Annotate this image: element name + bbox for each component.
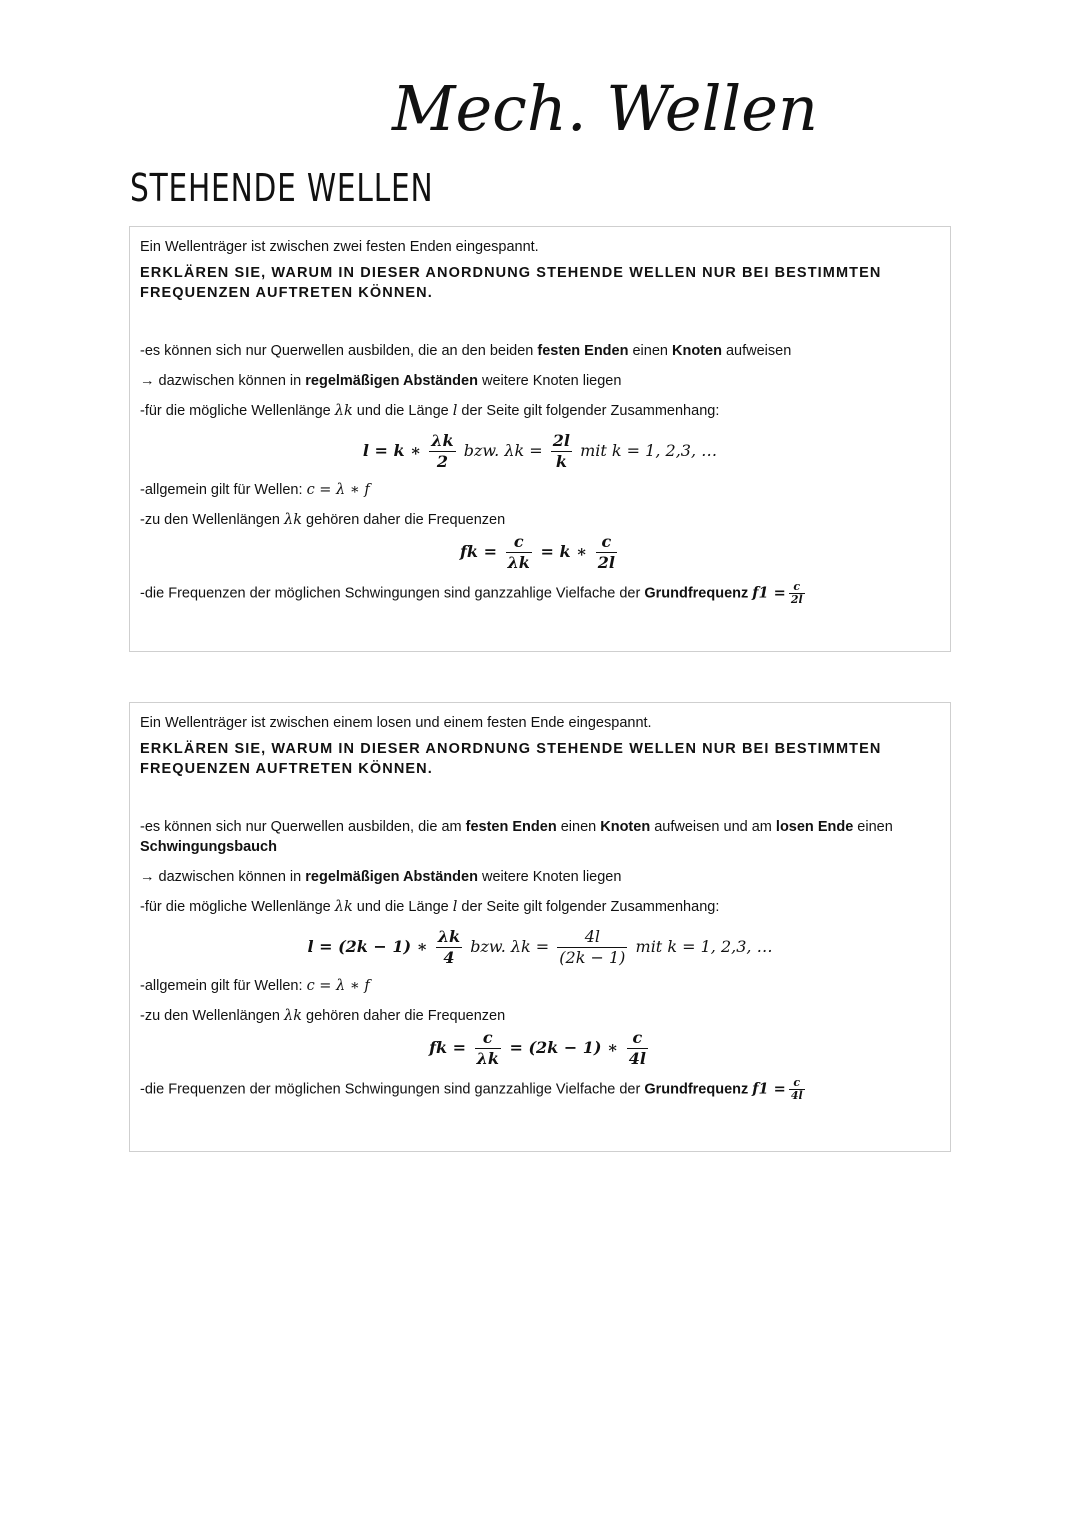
title-script-text: Mech. Wellen	[392, 72, 818, 145]
answer-line-1: -es können sich nur Querwellen ausbilden, die an den beiden festen Enden einen Knoten aufweisen	[140, 343, 792, 359]
task-question: ERKLÄREN SIE, WARUM IN DIESER ANORDNUNG STEHENDE WELLEN NUR BEI BESTIMMTEN FREQUENZEN AUFTRETEN KÖNNEN.	[140, 741, 882, 777]
section-title: STEHENDE WELLEN	[130, 166, 434, 210]
task-box-loose-fixed-end	[129, 702, 951, 1152]
answer-line-3: -für die mögliche Wellenlänge λk und die Länge l der Seite gilt folgender Zusammenhang:	[140, 403, 720, 419]
formula-length: l = (2k − 1) ∗ $\frac{\lambda k}{4}$ bzw. λk = $\frac{4l}{(2k - 1)}$ mit k = 1, 2,3, …	[307, 927, 773, 967]
task-intro: Ein Wellenträger ist zwischen zwei festen Enden eingespannt.	[140, 239, 539, 255]
formula-frequency: fk = $\frac{c}{\lambda k}$ = (2k − 1) ∗ $\frac{c}{4l}$	[429, 1028, 646, 1068]
answer-line-4: -allgemein gilt für Wellen: c = λ ∗ f	[140, 482, 370, 498]
arrow-icon: →	[140, 373, 155, 389]
answer-line-6: -die Frequenzen der möglichen Schwingungen sind ganzzahlige Vielfache der Grundfrequenz f1 = $\frac{c}{4l}$	[140, 1076, 803, 1102]
arrow-icon: →	[140, 869, 155, 885]
answer-line-2: → dazwischen können in regelmäßigen Abständen weitere Knoten liegen	[140, 373, 622, 389]
formula-length: l = k ∗ $\frac{\lambda k}{2}$ bzw. λk = $\frac{2l}{k}$ mit k = 1, 2,3, …	[362, 431, 718, 471]
answer-line-5: -zu den Wellenlängen λk gehören daher die Frequenzen	[140, 512, 506, 528]
task-box-fixed-ends	[129, 226, 951, 652]
answer-line-3: -für die mögliche Wellenlänge λk und die Länge l der Seite gilt folgender Zusammenhang:	[140, 899, 720, 915]
answer-line-2: → dazwischen können in regelmäßigen Abständen weitere Knoten liegen	[140, 869, 622, 885]
task-question: ERKLÄREN SIE, WARUM IN DIESER ANORDNUNG STEHENDE WELLEN NUR BEI BESTIMMTEN FREQUENZEN AUFTRETEN KÖNNEN.	[140, 265, 882, 301]
answer-line-6: -die Frequenzen der möglichen Schwingungen sind ganzzahlige Vielfache der Grundfrequenz f1 = $\frac{c}{2l}$	[140, 580, 803, 606]
task-intro: Ein Wellenträger ist zwischen einem losen und einem festen Ende eingespannt.	[140, 715, 652, 731]
page-title-script	[388, 58, 818, 158]
formula-frequency: fk = $\frac{c}{\lambda k}$ = k ∗ $\frac{c}{2l}$	[460, 532, 615, 572]
answer-line-5: -zu den Wellenlängen λk gehören daher die Frequenzen	[140, 1008, 506, 1024]
answer-line-1: -es können sich nur Querwellen ausbilden, die am festen Enden einen Knoten aufweisen und am losen Ende einen Schwingungsbauch	[140, 819, 893, 855]
answer-line-4: -allgemein gilt für Wellen: c = λ ∗ f	[140, 978, 370, 994]
